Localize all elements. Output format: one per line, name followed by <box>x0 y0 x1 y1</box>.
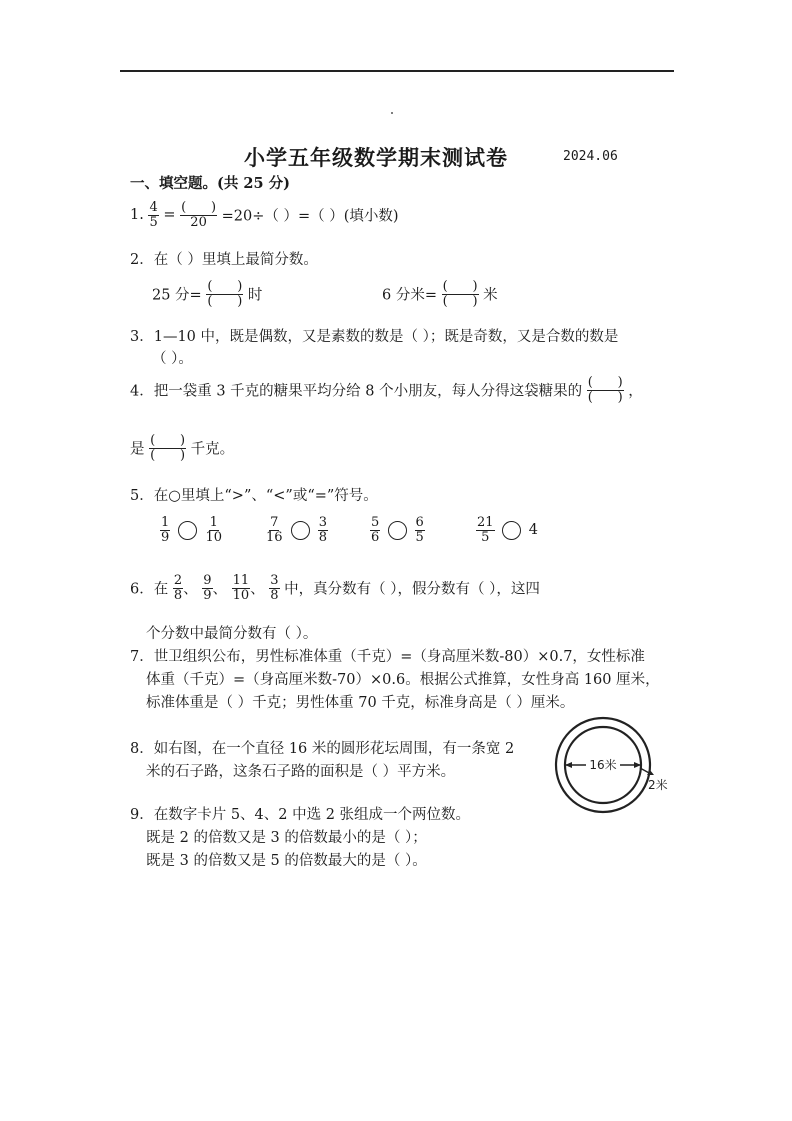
compare-circle[interactable] <box>388 521 407 540</box>
question-9-line1: 9．在数字卡片 5、4、2 中选 2 张组成一个两位数。 <box>130 807 471 823</box>
question-7-line1: 7．世卫组织公布，男性标准体重（千克）=（身高厘米数-80）×0.7，女性标准 <box>130 649 645 665</box>
q4-fraction-1 <box>587 376 624 404</box>
separator: 、 <box>212 581 228 598</box>
fraction-numerator-blank[interactable]: ( ) <box>150 433 186 448</box>
q6-prefix: 6．在 <box>130 581 169 598</box>
fraction-denominator: 5 <box>415 529 424 545</box>
fraction-denominator-blank[interactable]: ( ) <box>587 389 623 405</box>
q2b-unit: 米 <box>483 287 498 304</box>
question-8-line1: 8．如右图，在一个直径 16 米的圆形花坛周围，有一条宽 2 <box>130 741 515 757</box>
question-6-line1 <box>130 574 540 602</box>
fraction-denominator: 20 <box>190 214 207 230</box>
fraction <box>415 516 425 544</box>
whole-number: 4 <box>528 522 538 539</box>
question-3-line2: （ ）。 <box>152 351 193 367</box>
q1-number: 1. <box>130 207 144 224</box>
question-6-line2: 个分数中最简分数有（ ）。 <box>146 626 318 642</box>
fraction-denominator-blank[interactable]: ( ) <box>207 293 243 309</box>
question-9-line3: 既是 3 的倍数又是 5 的倍数最大的是（ ）。 <box>146 853 427 869</box>
fraction-denominator: 10 <box>232 587 250 603</box>
fraction-numerator: 11 <box>232 573 250 588</box>
q4-text: 4．把一袋重 3 千克的糖果平均分给 8 个小朋友，每人分得这袋糖果的 <box>130 383 583 400</box>
fraction <box>318 516 328 544</box>
question-8-line2: 米的石子路，这条石子路的面积是（ ）平方米。 <box>146 764 456 780</box>
q1-fraction-4-5 <box>148 201 158 229</box>
q5-pair-1 <box>160 516 223 544</box>
q4-comma: ， <box>628 383 643 400</box>
separator: 、 <box>250 581 265 598</box>
fraction-denominator: 10 <box>205 529 223 545</box>
q1-fraction-blank-20 <box>180 201 217 229</box>
separator: 、 <box>183 581 198 598</box>
fraction <box>205 516 224 544</box>
fraction <box>269 574 279 602</box>
q5-pair-4 <box>476 516 538 544</box>
fraction-denominator: 8 <box>318 529 328 545</box>
fraction-numerator-blank[interactable]: ( ) <box>442 279 478 294</box>
q2b-prefix: 6 分米= <box>382 287 437 304</box>
fraction-numerator: 2 <box>173 573 183 588</box>
q4-fraction-2 <box>149 434 186 462</box>
question-2-text: 2．在（ ）里填上最简分数。 <box>130 252 318 268</box>
q6-mid-text: 中，真分数有（ ），假分数有（ ），这四 <box>284 581 540 598</box>
q4-prefix2: 是 <box>130 441 145 458</box>
section-heading: 一、填空题。(共 25 分) <box>130 175 290 192</box>
fraction-numerator-blank[interactable]: ( ) <box>207 279 243 294</box>
scan-speck <box>391 112 393 114</box>
question-4-line1 <box>130 376 643 404</box>
fraction-numerator: 5 <box>371 515 380 530</box>
fraction-denominator-blank[interactable]: ( ) <box>442 293 478 309</box>
fraction-numerator: 3 <box>270 573 279 588</box>
fraction-denominator-blank[interactable]: ( ) <box>150 447 186 463</box>
q2a-prefix: 25 分= <box>152 287 202 304</box>
fraction-denominator: 8 <box>270 587 279 603</box>
q4-unit2: 千克。 <box>190 441 235 458</box>
fraction-denominator: 9 <box>161 529 170 545</box>
fraction <box>476 516 495 544</box>
fraction-numerator: 6 <box>415 515 424 530</box>
fraction-numerator: 7 <box>270 515 279 530</box>
fraction-numerator: 9 <box>203 573 212 588</box>
question-7-line3: 标准体重是（ ）千克；男性体重 70 千克，标准身高是（ ）厘米。 <box>146 695 575 711</box>
q1-rest: =20÷（ ）=（ ）(填小数) <box>221 208 399 225</box>
fraction <box>370 516 380 544</box>
q5-pair-2 <box>265 516 328 544</box>
fraction-numerator: 1 <box>161 515 170 530</box>
fraction-numerator: 1 <box>209 515 218 530</box>
question-2a <box>152 280 262 308</box>
header-rule <box>120 70 674 72</box>
fraction-numerator-blank[interactable]: ( ) <box>181 200 217 215</box>
q2a-fraction <box>206 280 243 308</box>
fraction-denominator: 5 <box>481 529 490 545</box>
fraction-denominator: 6 <box>371 529 380 545</box>
fraction-denominator: 9 <box>203 587 212 603</box>
question-4-line2 <box>130 434 234 462</box>
q2b-fraction <box>442 280 479 308</box>
fraction-numerator: 21 <box>477 515 494 530</box>
equals-sign: = <box>163 207 176 224</box>
compare-circle[interactable] <box>291 521 310 540</box>
exam-title: 小学五年级数学期末测试卷 <box>244 145 508 170</box>
fraction-numerator: 4 <box>149 200 158 215</box>
fraction <box>232 574 251 602</box>
fraction-numerator: 3 <box>318 515 328 530</box>
question-3-line1: 3．1—10 中，既是偶数，又是素数的数是（ ）；既是奇数，又是合数的数是 <box>130 329 619 345</box>
width-label: 2米 <box>648 778 668 792</box>
fraction-numerator-blank[interactable]: ( ) <box>587 375 623 390</box>
question-2b <box>382 280 498 308</box>
question-5-text: 5．在○里填上“>”、“<”或“=”符号。 <box>130 488 378 504</box>
q5-pair-3 <box>370 516 425 544</box>
exam-date: 2024.06 <box>563 149 618 164</box>
question-1 <box>130 201 399 229</box>
fraction-denominator: 5 <box>149 214 158 230</box>
question-7-line2: 体重（千克）=（身高厘米数-70）×0.6。根据公式推算，女性身高 160 厘米， <box>146 672 660 688</box>
ring-path-figure <box>548 715 678 815</box>
q2a-unit: 时 <box>247 287 263 304</box>
diameter-label: 16米 <box>589 758 617 772</box>
fraction-denominator: 16 <box>266 529 283 545</box>
fraction <box>173 574 183 602</box>
fraction <box>202 574 212 602</box>
question-9-line2: 既是 2 的倍数又是 3 的倍数最小的是（ ）； <box>146 830 427 846</box>
compare-circle[interactable] <box>502 521 521 540</box>
fraction <box>265 516 284 544</box>
fraction-denominator: 8 <box>173 587 183 603</box>
compare-circle[interactable] <box>178 521 197 540</box>
fraction <box>160 516 170 544</box>
